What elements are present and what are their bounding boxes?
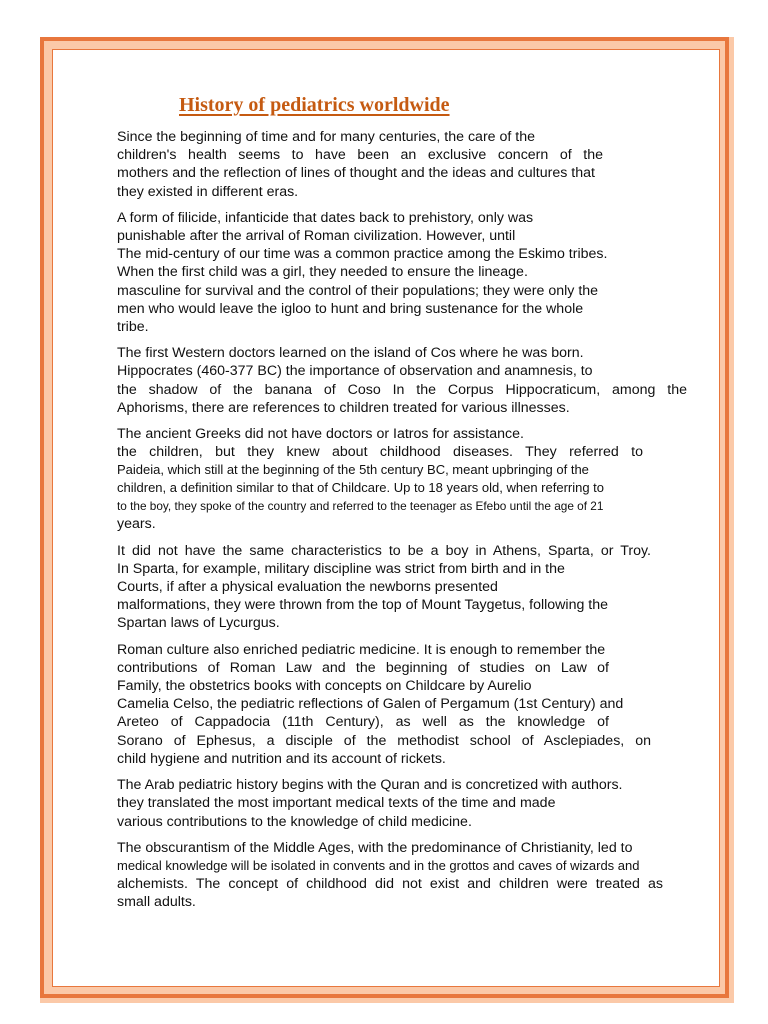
paragraph	[117, 344, 689, 417]
text-line: they existed in different eras.	[117, 183, 299, 200]
text-line: Hippocrates (460-377 BC) the importance of observation and anamnesis, to	[117, 363, 593, 380]
document-text	[117, 128, 689, 919]
text-line: Paideia, which still at the beginning of the 5th century BC, meant upbringing of the	[117, 462, 589, 478]
document-title: History of pediatrics worldwide	[179, 94, 450, 116]
paragraph	[117, 128, 689, 201]
paragraph	[117, 776, 689, 831]
text-line: Areteo of Cappadocia (11th Century), as well as the knowledge of	[117, 714, 609, 731]
paragraph	[117, 542, 689, 633]
text-line: they translated the most important medical texts of the time and made	[117, 795, 556, 812]
text-line: alchemists. The concept of childhood did not exist and children were treated as	[117, 875, 663, 892]
text-line: Roman culture also enriched pediatric medicine. It is enough to remember the	[117, 641, 606, 658]
text-line: malformations, they were thrown from the top of Mount Taygetus, following the	[117, 597, 609, 614]
text-line: years.	[117, 516, 156, 533]
text-line: punishable after the arrival of Roman civilization. However, until	[117, 228, 516, 245]
text-line: children, a definition similar to that of Childcare. Up to 18 years old, when referring to	[117, 480, 605, 496]
text-line: men who would leave the igloo to hunt and bring sustenance for the whole	[117, 300, 584, 317]
text-line: Since the beginning of time and for many centuries, the care of the	[117, 129, 535, 145]
paragraph	[117, 209, 689, 336]
text-line: masculine for survival and the control of their populations; they were only the	[117, 282, 599, 299]
text-line: The first Western doctors learned on the island of Cos where he was born.	[117, 345, 584, 362]
paragraph	[117, 425, 689, 534]
text-line: child hygiene and nutrition and its account of rickets.	[117, 750, 446, 767]
text-line: Camelia Celso, the pediatric reflections of Galen of Pergamum (1st Century) and	[117, 696, 624, 713]
text-line: contributions of Roman Law and the beginning of studies on Law of	[117, 659, 609, 676]
text-line: The ancient Greeks did not have doctors or Iatros for assistance.	[117, 426, 524, 443]
text-line: mothers and the reflection of lines of thought and the ideas and cultures that	[117, 165, 595, 182]
text-line: the children, but they knew about childhood diseases. They referred to	[117, 444, 643, 461]
text-line: The mid-century of our time was a common practice among the Eskimo tribes.	[117, 246, 608, 263]
paragraph	[117, 839, 689, 912]
text-line: When the first child was a girl, they needed to ensure the lineage.	[117, 264, 528, 281]
text-line: the shadow of the banana of Coso In the Corpus Hippocraticum, among the	[117, 381, 687, 398]
text-line: Family, the obstetrics books with concepts on Childcare by Aurelio	[117, 678, 532, 695]
text-line: The Arab pediatric history begins with the Quran and is concretized with authors.	[117, 777, 623, 794]
text-line: The obscurantism of the Middle Ages, with the predominance of Christianity, led to	[117, 839, 633, 856]
text-line: small adults.	[117, 894, 196, 911]
text-line: to the boy, they spoke of the country and referred to the teenager as Efebo until the age of 21	[117, 499, 604, 514]
text-line: In Sparta, for example, military discipline was strict from birth and in the	[117, 560, 565, 577]
text-line: Spartan laws of Lycurgus.	[117, 615, 280, 632]
text-line: A form of filicide, infanticide that dates back to prehistory, only was	[117, 209, 534, 226]
text-line: Sorano of Ephesus, a disciple of the methodist school of Asclepiades, on	[117, 732, 651, 749]
text-line: Courts, if after a physical evaluation the newborns presented	[117, 579, 498, 596]
text-line: children's health seems to have been an exclusive concern of the	[117, 147, 603, 164]
text-line: It did not have the same characteristics to be a boy in Athens, Sparta, or Troy.	[117, 542, 651, 559]
text-line: Aphorisms, there are references to children treated for various illnesses.	[117, 399, 570, 416]
text-line: tribe.	[117, 319, 149, 336]
text-line: medical knowledge will be isolated in convents and in the grottos and caves of wizards and	[117, 857, 640, 873]
text-line: various contributions to the knowledge of child medicine.	[117, 813, 472, 830]
paragraph	[117, 641, 689, 768]
